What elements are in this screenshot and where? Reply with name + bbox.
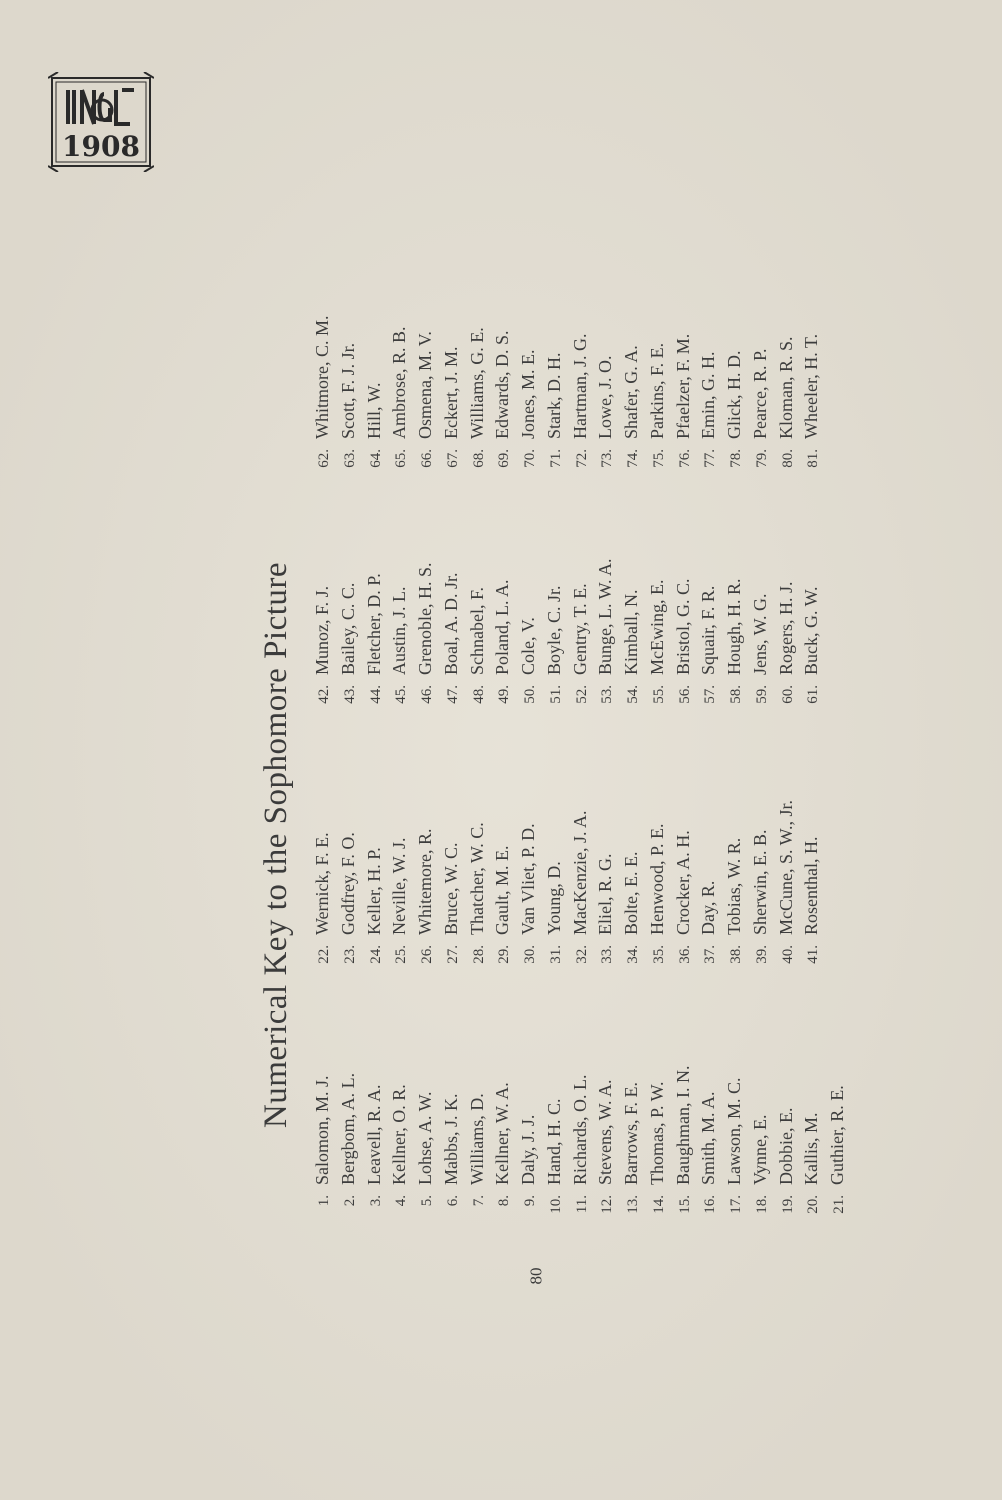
entry-name: Grenoble, H. S. — [415, 562, 435, 675]
list-item — [490, 558, 516, 715]
entry-number: 13. — [625, 1195, 641, 1214]
entry-name: Buck, G. W. — [801, 586, 822, 675]
list-item — [310, 558, 336, 715]
list-item — [568, 800, 594, 975]
entry-name: MacKenzie, J. A. — [569, 810, 590, 935]
entry-name: Bruce, W. C. — [440, 842, 461, 935]
list-item — [362, 316, 388, 480]
list-item — [799, 800, 825, 975]
entry-number: 34. — [625, 945, 641, 964]
list-item — [645, 800, 671, 975]
entry-name: Bolte, E. E. — [621, 851, 641, 935]
list-item — [516, 558, 542, 715]
entry-name: Lawson, M. C. — [724, 1077, 744, 1185]
list-item — [465, 1066, 491, 1225]
entry-number: 27. — [444, 945, 461, 964]
entry-name: Jones, M. E. — [518, 349, 538, 439]
entry-name: Hartman, J. G. — [569, 333, 590, 439]
entry-name: Pfaelzer, F. M. — [672, 333, 693, 439]
entry-name: Keller, H. P. — [363, 847, 384, 935]
entry-name: Hough, H. R. — [724, 578, 744, 675]
list-item — [465, 800, 491, 975]
entry-number: 77. — [702, 449, 719, 468]
list-item — [413, 316, 439, 480]
list-item — [413, 558, 439, 715]
list-item — [568, 558, 594, 715]
list-item — [413, 800, 439, 975]
entry-number: 11. — [573, 1195, 590, 1214]
entry-number: 68. — [470, 449, 487, 468]
entry-number: 62. — [316, 449, 332, 468]
entry-name: Pearce, R. P. — [749, 348, 770, 439]
list-item — [748, 316, 774, 480]
list-item — [362, 558, 388, 715]
entry-name: Bergbom, A. L. — [337, 1072, 358, 1185]
entry-number: 45. — [393, 685, 410, 704]
entry-name: Scott, F. J. Jr. — [337, 342, 358, 439]
entry-number: 36. — [676, 945, 693, 964]
entry-number: 15. — [676, 1195, 693, 1214]
entry-number: 59. — [753, 685, 770, 704]
list-item — [490, 316, 516, 480]
entry-name: Thatcher, W. C. — [466, 822, 487, 935]
list-item — [568, 316, 594, 480]
entry-name: Lohse, A. W. — [415, 1091, 435, 1185]
entry-number: 39. — [753, 945, 770, 964]
list-item — [310, 800, 336, 975]
entry-name: Neville, W. J. — [389, 837, 410, 935]
entry-number: 24. — [367, 945, 384, 964]
entry-number: 9. — [522, 1195, 538, 1207]
list-item — [722, 1066, 748, 1225]
entry-number: 73. — [599, 449, 616, 468]
entry-name: Boyle, C. Jr. — [543, 585, 564, 675]
entry-name: Emin, G. H. — [698, 351, 719, 439]
list-item — [774, 558, 800, 715]
entry-number: 29. — [496, 945, 513, 964]
list-item — [336, 316, 362, 480]
list-item — [413, 1066, 439, 1225]
entry-number: 12. — [599, 1195, 616, 1214]
entry-name: Austin, J. L. — [389, 586, 410, 675]
entry-number: 69. — [496, 449, 513, 468]
entry-name: Guthier, R. E. — [827, 1085, 847, 1185]
entry-number: 28. — [470, 945, 487, 964]
logo-year: 1908 — [62, 130, 140, 163]
list-item — [387, 316, 413, 480]
entry-name: Fletcher, D. P. — [363, 573, 384, 675]
entry-number: 14. — [650, 1195, 667, 1214]
entry-number: 31. — [547, 945, 564, 964]
entry-name: Smith, M. A. — [698, 1091, 719, 1185]
list-item — [465, 558, 491, 715]
column-1 — [310, 1066, 851, 1225]
entry-number: 41. — [805, 945, 822, 964]
entry-name: Eckert, J. M. — [440, 346, 461, 439]
list-item — [722, 800, 748, 975]
list-item — [696, 316, 722, 480]
page-number: 80 — [526, 1267, 546, 1285]
list-item — [387, 558, 413, 715]
entry-name: McCune, S. W., Jr. — [775, 799, 796, 935]
entry-name: Wernick, F. E. — [312, 832, 332, 935]
list-item — [671, 558, 697, 715]
entry-number: 46. — [419, 685, 435, 704]
entry-number: 49. — [496, 685, 513, 704]
list-item — [645, 558, 671, 715]
entry-name: Williams, G. E. — [466, 327, 487, 439]
entry-name: Salomon, M. J. — [312, 1075, 332, 1185]
entry-name: Bristol, G. C. — [672, 578, 693, 675]
entry-number: 6. — [444, 1195, 461, 1207]
entry-number: 51. — [547, 685, 564, 704]
entry-name: Stark, D. H. — [543, 352, 564, 439]
list-item — [439, 1066, 465, 1225]
entry-name: Whitmore, C. M. — [312, 315, 332, 439]
list-item — [671, 1066, 697, 1225]
entry-number: 72. — [573, 449, 590, 468]
entry-number: 1. — [316, 1195, 332, 1207]
list-item — [722, 316, 748, 480]
entry-name: Hand, H. C. — [543, 1098, 564, 1185]
entry-name: Henwood, P. E. — [646, 823, 667, 935]
entry-number: 56. — [676, 685, 693, 704]
entry-name: Crocker, A. H. — [672, 830, 693, 935]
entry-number: 76. — [676, 449, 693, 468]
entry-number: 30. — [522, 945, 538, 964]
list-item — [362, 800, 388, 975]
list-item — [619, 316, 645, 480]
entry-number: 7. — [470, 1195, 487, 1207]
entry-name: Poland, L. A. — [492, 579, 513, 675]
list-item — [593, 558, 619, 715]
entry-number: 42. — [316, 685, 332, 704]
list-item — [516, 316, 542, 480]
entry-number: 32. — [573, 945, 590, 964]
entry-number: 57. — [702, 685, 719, 704]
list-item — [593, 316, 619, 480]
entry-name: Leavell, R. A. — [363, 1084, 384, 1185]
entry-name: Rosenthal, H. — [801, 836, 822, 935]
list-item — [542, 316, 568, 480]
list-item — [516, 1066, 542, 1225]
list-item — [748, 558, 774, 715]
entry-name: Glick, H. D. — [724, 350, 744, 439]
list-item — [799, 316, 825, 480]
list-item — [387, 1066, 413, 1225]
entry-name: Wheeler, H. T. — [801, 333, 822, 439]
entry-number: 43. — [341, 685, 358, 704]
list-item — [696, 1066, 722, 1225]
column-2 — [310, 800, 825, 975]
list-item — [490, 800, 516, 975]
integral-1908-monogram-logo — [48, 72, 154, 172]
list-item — [387, 800, 413, 975]
entry-name: Godfrey, F. O. — [337, 832, 358, 935]
entry-name: Kloman, R. S. — [775, 336, 796, 439]
entry-number: 17. — [728, 1195, 744, 1214]
list-item — [825, 1066, 851, 1225]
list-item — [490, 1066, 516, 1225]
list-item — [310, 316, 336, 480]
entry-name: Tobias, W. R. — [724, 837, 744, 935]
entry-name: Vynne, E. — [749, 1114, 770, 1185]
list-item — [439, 800, 465, 975]
entry-name: Van Vliet, P. D. — [518, 823, 538, 935]
entry-number: 26. — [419, 945, 435, 964]
list-item — [336, 1066, 362, 1225]
entry-name: Baughman, I. N. — [672, 1065, 693, 1185]
list-item — [310, 1066, 336, 1225]
list-item — [516, 800, 542, 975]
entry-name: Squair, F. R. — [698, 585, 719, 675]
entry-number: 8. — [496, 1195, 513, 1207]
list-item — [542, 1066, 568, 1225]
list-item — [542, 800, 568, 975]
entry-name: Daly, J. J. — [518, 1114, 538, 1185]
list-item — [799, 558, 825, 715]
entry-name: Boal, A. D. Jr. — [440, 572, 461, 675]
entry-number: 71. — [547, 449, 564, 468]
list-item — [774, 800, 800, 975]
entry-name: Osmena, M. V. — [415, 331, 435, 439]
list-item — [696, 558, 722, 715]
entry-number: 78. — [728, 449, 744, 468]
entry-name: Gentry, T. E. — [569, 583, 590, 675]
entry-name: Kimball, N. — [621, 589, 641, 675]
entry-number: 4. — [393, 1195, 410, 1207]
entry-number: 20. — [805, 1195, 822, 1214]
list-item — [619, 800, 645, 975]
list-item — [671, 316, 697, 480]
name-columns — [310, 225, 850, 1225]
list-item — [799, 1066, 825, 1225]
entry-number: 75. — [650, 449, 667, 468]
entry-number: 50. — [522, 685, 538, 704]
entry-number: 22. — [316, 945, 332, 964]
entry-number: 74. — [625, 449, 641, 468]
list-item — [593, 1066, 619, 1225]
list-item — [645, 1066, 671, 1225]
entry-name: Dobbie, E. — [775, 1107, 796, 1185]
entry-number: 44. — [367, 685, 384, 704]
entry-name: Stevens, W. A. — [595, 1079, 616, 1185]
entry-name: Cole, V. — [518, 617, 538, 675]
entry-name: Whitemore, R. — [415, 828, 435, 935]
entry-name: Parkins, F. E. — [646, 342, 667, 439]
entry-number: 58. — [728, 685, 744, 704]
list-item — [774, 316, 800, 480]
entry-number: 5. — [419, 1195, 435, 1207]
list-item — [542, 558, 568, 715]
entry-name: Bunge, L. W. A. — [595, 558, 616, 675]
entry-name: Schnabel, F. — [466, 586, 487, 675]
entry-name: Mabbs, J. K. — [440, 1093, 461, 1185]
list-item — [336, 558, 362, 715]
entry-name: Hill, W. — [363, 382, 384, 439]
entry-name: Kellner, O. R. — [389, 1084, 410, 1185]
entry-number: 67. — [444, 449, 461, 468]
entry-number: 60. — [779, 685, 796, 704]
entry-number: 2. — [341, 1195, 358, 1207]
entry-number: 35. — [650, 945, 667, 964]
entry-number: 79. — [753, 449, 770, 468]
list-item — [336, 800, 362, 975]
entry-number: 19. — [779, 1195, 796, 1214]
list-item — [748, 1066, 774, 1225]
list-item — [439, 316, 465, 480]
column-4 — [310, 316, 825, 480]
entry-name: Jens, W. G. — [749, 593, 770, 675]
entry-number: 55. — [650, 685, 667, 704]
entry-name: Eliel, R. G. — [595, 853, 616, 935]
entry-number: 33. — [599, 945, 616, 964]
entry-number: 63. — [341, 449, 358, 468]
list-item — [722, 558, 748, 715]
entry-number: 54. — [625, 685, 641, 704]
entry-name: Rogers, H. J. — [775, 581, 796, 675]
entry-name: Munoz, F. J. — [312, 585, 332, 675]
entry-name: Lowe, J. O. — [595, 355, 616, 439]
entry-number: 61. — [805, 685, 822, 704]
entry-number: 70. — [522, 449, 538, 468]
entry-name: Barrows, F. E. — [621, 1081, 641, 1185]
entry-name: Young, D. — [543, 861, 564, 935]
entry-number: 48. — [470, 685, 487, 704]
list-item — [774, 1066, 800, 1225]
entry-number: 64. — [367, 449, 384, 468]
entry-number: 38. — [728, 945, 744, 964]
entry-number: 23. — [341, 945, 358, 964]
entry-number: 21. — [831, 1195, 847, 1214]
entry-name: Kallis, M. — [801, 1112, 822, 1185]
list-item — [696, 800, 722, 975]
entry-name: Day, R. — [698, 880, 719, 935]
list-item — [671, 800, 697, 975]
list-item — [645, 316, 671, 480]
entry-number: 16. — [702, 1195, 719, 1214]
entry-name: Edwards, D. S. — [492, 330, 513, 439]
sophomore-key-content — [258, 225, 858, 1225]
list-item — [619, 558, 645, 715]
entry-number: 47. — [444, 685, 461, 704]
entry-number: 40. — [779, 945, 796, 964]
entry-name: McEwing, E. — [646, 579, 667, 675]
entry-number: 66. — [419, 449, 435, 468]
entry-name: Gault, M. E. — [492, 845, 513, 935]
entry-name: Shafer, G. A. — [621, 345, 641, 439]
entry-name: Thomas, P. W. — [646, 1081, 667, 1185]
entry-name: Sherwin, E. B. — [749, 829, 770, 935]
list-item — [465, 316, 491, 480]
entry-name: Ambrose, R. B. — [389, 326, 410, 439]
entry-number: 37. — [702, 945, 719, 964]
entry-number: 80. — [779, 449, 796, 468]
list-item — [362, 1066, 388, 1225]
list-item — [593, 800, 619, 975]
column-3 — [310, 558, 825, 715]
entry-number: 25. — [393, 945, 410, 964]
list-item — [748, 800, 774, 975]
entry-number: 10. — [547, 1195, 564, 1214]
entry-name: Williams, D. — [466, 1093, 487, 1185]
entry-name: Richards, O. L. — [569, 1074, 590, 1185]
entry-number: 3. — [367, 1195, 384, 1207]
entry-number: 53. — [599, 685, 616, 704]
entry-number: 65. — [393, 449, 410, 468]
entry-number: 81. — [805, 449, 822, 468]
entry-number: 18. — [753, 1195, 770, 1214]
entry-number: 52. — [573, 685, 590, 704]
list-item — [568, 1066, 594, 1225]
entry-name: Kellner, W. A. — [492, 1082, 513, 1185]
list-item — [439, 558, 465, 715]
entry-name: Bailey, C. C. — [337, 582, 358, 675]
list-item — [619, 1066, 645, 1225]
page-title: Numerical Key to the Sophomore Picture — [258, 561, 294, 1129]
